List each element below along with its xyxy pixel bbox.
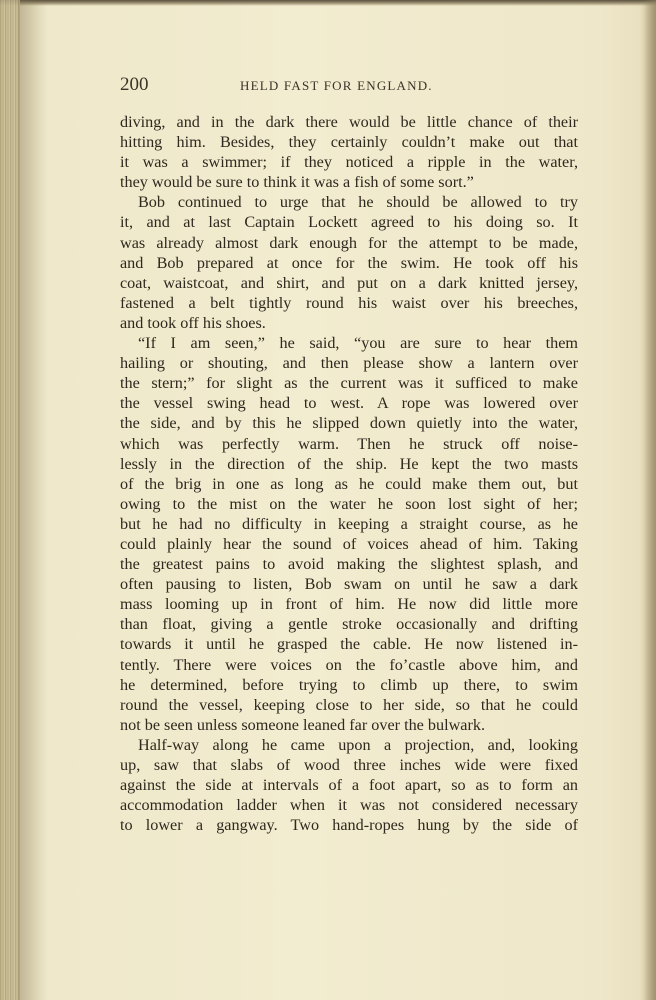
text-line: owing to the mist on the water he soon lost sight of her;	[120, 494, 578, 513]
text-line: towards it until he grasped the cable. He now listened in-	[120, 635, 578, 654]
text-line: fastened a belt tightly round his waist over his breeches,	[120, 293, 578, 312]
text-line: Half-way along he came upon a projection, and, looking	[138, 735, 578, 754]
text-line: “If I am seen,” he said, “you are sure to hear them	[138, 334, 578, 353]
text-line: Bob continued to urge that he should be allowed to try	[138, 193, 578, 212]
text-line: lessly in the direction of the ship. He kept the two masts	[120, 454, 578, 473]
page-edge-shadow	[644, 0, 656, 1000]
text-line: diving, and in the dark there would be little chance of their	[120, 113, 578, 131]
text-line: coat, waistcoat, and shirt, and put on a dark knitted jersey,	[120, 273, 578, 292]
page-number: 200	[120, 74, 149, 95]
text-line: hailing or shouting, and then please show a lantern over	[120, 354, 578, 373]
text-line: often pausing to listen, Bob swam on until he saw a dark	[120, 575, 578, 594]
gutter-shadow	[18, 0, 48, 1000]
text-line: hitting him. Besides, they certainly couldn’t make out that	[120, 133, 578, 152]
page-header	[120, 74, 578, 102]
text-line: up, saw that slabs of wood three inches wide were fixed	[120, 756, 578, 774]
text-line: the stern;” for slight as the current was it sufficed to make	[120, 374, 578, 393]
text-line: it was a swimmer; if they noticed a ripple in the water,	[120, 153, 578, 172]
text-line: and took off his shoes.	[120, 313, 266, 332]
text-line: than float, giving a gentle stroke occasionally and drifting	[120, 615, 578, 634]
text-line: was already almost dark enough for the attempt to be made,	[120, 233, 578, 252]
text-line: to lower a gangway. Two hand-ropes hung by the side of	[120, 816, 578, 835]
text-line: they would be sure to think it was a fish of some sort.”	[120, 173, 474, 192]
text-line: could plainly hear the sound of voices ahead of him. Taking	[120, 534, 578, 553]
text-line: not be seen unless someone leaned far over the bulwark.	[120, 715, 485, 734]
text-line: of the brig in one as long as he could make them out, but	[120, 474, 578, 493]
body-text	[120, 112, 578, 835]
text-line: he determined, before trying to climb up there, to swim	[120, 675, 578, 694]
text-line: against the side at intervals of a foot apart, so as to form an	[120, 776, 578, 795]
text-line: tently. There were voices on the fo’castle above him, and	[120, 655, 578, 674]
text-line: which was perfectly warm. Then he struck off noise-	[120, 434, 578, 453]
text-line: but he had no difficulty in keeping a straight course, as he	[120, 514, 578, 533]
text-line: mass looming up in front of him. He now did little more	[120, 595, 578, 614]
text-line: it, and at last Captain Lockett agreed to his doing so. It	[120, 213, 578, 232]
text-line: and Bob prepared at once for the swim. He took off his	[120, 253, 578, 272]
text-line: the greatest pains to avoid making the slightest splash, and	[120, 555, 578, 574]
text-line: the vessel swing head to west. A rope was lowered over	[120, 394, 578, 413]
text-line: the side, and by this he slipped down quietly into the water,	[120, 414, 578, 433]
running-head: HELD FAST FOR ENGLAND.	[240, 78, 433, 93]
text-line: accommodation ladder when it was not considered necessary	[120, 796, 578, 815]
text-line: round the vessel, keeping close to her side, so that he could	[120, 695, 578, 714]
binding-gutter	[0, 0, 20, 1000]
